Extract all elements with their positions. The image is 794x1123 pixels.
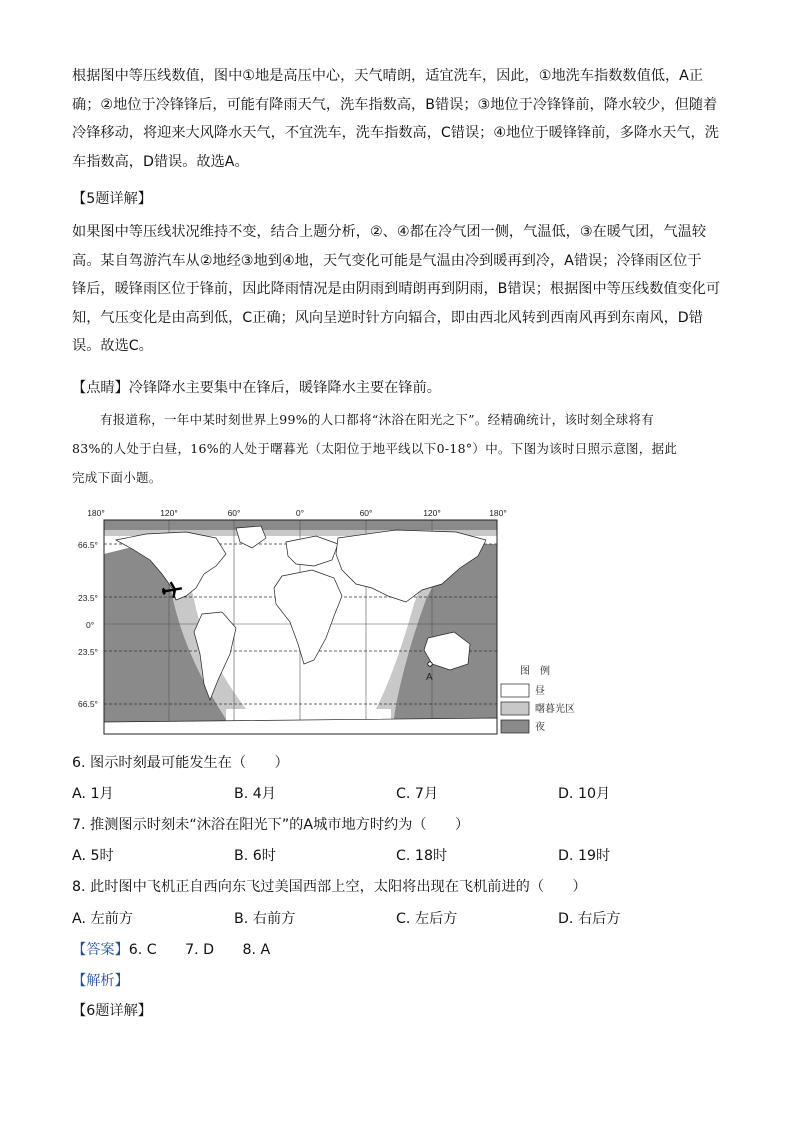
legend-swatch-night xyxy=(501,720,529,733)
legend-swatch-twilight xyxy=(501,702,529,715)
point-a-label: A xyxy=(426,672,433,683)
text-line: 确；②地位于冷锋锋后，可能有降雨天气，洗车指数高，B错误；③地位于冷锋锋前，降水较少，但随着 xyxy=(72,96,718,113)
text-line: 高。某自驾游汽车从②地经③地到④地，天气变化可能是气温由冷到暖再到冷，A错误；冷锋雨区位于 xyxy=(72,252,702,269)
q8-options xyxy=(72,905,732,933)
lat-label: 23.5° xyxy=(78,593,98,603)
text-line: 83%的人处于白昼，16%的人处于曙暮光（太阳位于地平线以下0-18°）中。下图为该时日照示意图，据此 xyxy=(72,441,678,456)
text-line: 有报道称，一年中某时刻世界上99%的人口都将“沐浴在阳光之下”。经精确统计，该时刻全球将有 xyxy=(100,412,655,427)
lon-label: 60° xyxy=(227,508,241,518)
text-line: 冷锋移动，将迎来大风降水天气，不宜洗车，洗车指数高，C错误；④地位于暖锋锋前，多降水天气，洗 xyxy=(72,125,719,141)
legend xyxy=(501,664,575,733)
answer-line xyxy=(72,936,724,965)
text-line: 根据图中等压线数值，图中①地是高压中心，天气晴朗，适宜洗车，因此，①地洗车指数数值低，A正 xyxy=(72,68,704,84)
q8-stem: 8. 此时图中飞机正自西向东飞过美国西部上空，太阳将出现在飞机前进的（ ） xyxy=(72,879,587,895)
q6-option-a[interactable]: A. 1月 xyxy=(72,786,114,802)
q7-option-a[interactable]: A. 5时 xyxy=(72,848,114,864)
q6-options xyxy=(72,780,732,808)
illumination-map xyxy=(76,504,596,744)
q6-stem: 6. 图示时刻最可能发生在（ ） xyxy=(72,755,289,771)
q7-option-d[interactable]: D. 19时 xyxy=(558,848,611,864)
q8-option-d[interactable]: D. 右后方 xyxy=(558,911,621,927)
q6-option-b[interactable]: B. 4月 xyxy=(234,786,276,802)
q8-option-c[interactable]: C. 左后方 xyxy=(396,911,458,927)
lat-label: 66.5° xyxy=(78,699,98,709)
text-line: 误。故选C。 xyxy=(72,338,153,354)
legend-swatch-day xyxy=(501,684,529,697)
text-line: 完成下面小题。 xyxy=(72,470,162,485)
q7-options xyxy=(72,842,732,870)
lat-label: 0° xyxy=(86,620,95,630)
tip-line: 【点睛】冷锋降水主要集中在锋后，暖锋降水主要在锋前。 xyxy=(72,380,441,396)
q8-option-a[interactable]: A. 左前方 xyxy=(72,911,134,927)
answer-tag: 【答案】 xyxy=(72,942,129,958)
text-line: 如果图中等压线状况维持不变，结合上题分析，②、④都在冷气团一侧，气温低，③在暖气团，气温较 xyxy=(72,224,707,240)
legend-label-day: 昼 xyxy=(535,686,545,697)
q5-detail-header: 【5题详解】 xyxy=(72,191,152,207)
q6-option-d[interactable]: D. 10月 xyxy=(558,786,611,802)
q6-option-c[interactable]: C. 7月 xyxy=(396,786,439,802)
lon-label: 120° xyxy=(423,508,441,518)
point-a-marker xyxy=(428,662,432,666)
analysis-header: 【解析】 xyxy=(72,973,129,989)
q7-option-b[interactable]: B. 6时 xyxy=(234,848,276,864)
lon-label: 0° xyxy=(295,508,305,518)
legend-label-night: 夜 xyxy=(535,722,545,733)
text-line: 车指数高，D错误。故选A。 xyxy=(72,153,249,170)
lon-label: 180° xyxy=(87,508,105,518)
text-line: 知，气压变化是由高到低，C正确；风向呈逆时针方向辐合，即由西北风转到西南风再到东南风，D错 xyxy=(72,309,703,326)
legend-title: 图 例 xyxy=(520,666,550,677)
lat-label: 23.5° xyxy=(78,647,98,657)
intro-paragraph xyxy=(72,405,724,492)
lat-label: 66.5° xyxy=(78,540,98,550)
legend-label-twilight: 曙暮光区 xyxy=(535,704,575,715)
lon-label: 60° xyxy=(359,508,373,518)
lon-label: 180° xyxy=(489,508,507,518)
explanation-paragraph-1 xyxy=(72,62,724,176)
q7-stem: 7. 推测图示时刻未“沐浴在阳光下”的A城市地方时约为（ ） xyxy=(72,817,470,833)
lon-label: 120° xyxy=(160,508,178,518)
q6-detail-header: 【6题详解】 xyxy=(72,1003,152,1019)
answer-values: 6. C 7. D 8. A xyxy=(128,942,271,958)
explanation-paragraph-2 xyxy=(72,218,724,361)
q7-option-c[interactable]: C. 18时 xyxy=(396,848,448,864)
q8-option-b[interactable]: B. 右前方 xyxy=(234,911,296,927)
map-body xyxy=(104,520,497,736)
text-line: 锋后，暖锋雨区位于锋前，因此降雨情况是由阴雨到晴朗再到阴雨，B错误；根据图中等压线数值变化可 xyxy=(72,281,721,297)
